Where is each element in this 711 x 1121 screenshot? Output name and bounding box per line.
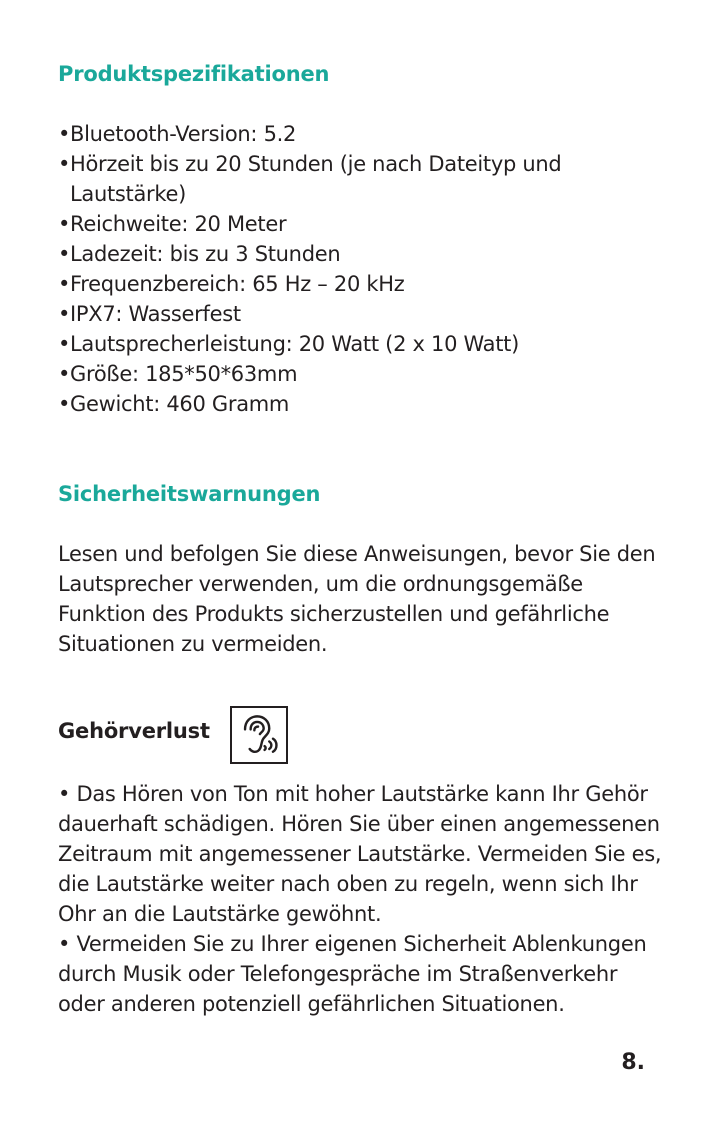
ear-sound-icon <box>230 706 288 764</box>
hearing-warning-text <box>58 779 668 1019</box>
spec-item-weight: • Gewicht: 460 Gramm <box>58 389 658 419</box>
spec-item-waterproof: • IPX7: Wasserfest <box>58 299 658 329</box>
page-number: 8. <box>621 1050 645 1075</box>
spec-list <box>58 119 658 419</box>
spec-item-power: • Lautsprecherleistung: 20 Watt (2 x 10 Watt) <box>58 329 658 359</box>
safety-intro: Lesen und befolgen Sie diese Anweisungen, bevor Sie den Lautsprecher verwenden, um die ordnungsgemäße Funktion des Produkts sicherzustellen und gefährliche Situationen zu vermeiden. <box>58 542 656 656</box>
spec-item-bluetooth: • Bluetooth-Version: 5.2 <box>58 119 658 149</box>
safety-heading: Sicherheitswarnungen <box>58 482 321 506</box>
spec-item-size: • Größe: 185*50*63mm <box>58 359 658 389</box>
hearing-warning-paragraph: • Das Hören von Ton mit hoher Lautstärke kann Ihr Gehör dauerhaft schädigen. Hören Sie über einen angemessenen Zeitraum mit angemessener Lautstärke. Vermeiden Sie es, die Lautstärke weiter nach oben zu regeln, wenn sich Ihr Ohr an die Lautstärke gewöhnt. <box>58 782 662 926</box>
hearing-warning-paragraph: • Vermeiden Sie zu Ihrer eigenen Sicherheit Ablenkungen durch Musik oder Telefongespräche im Straßenverkehr oder anderen potenziell gefährlichen Situationen. <box>58 932 647 1016</box>
spec-item-frequency: • Frequenzbereich: 65 Hz – 20 kHz <box>58 269 658 299</box>
hearing-heading: Gehörverlust <box>58 719 210 743</box>
spec-item-range: • Reichweite: 20 Meter <box>58 209 658 239</box>
specs-heading: Produktspezifikationen <box>58 62 330 86</box>
spec-item-playtime: • Hörzeit bis zu 20 Stunden (je nach Dateityp und Lautstärke) <box>58 149 658 209</box>
spec-item-charging-time: • Ladezeit: bis zu 3 Stunden <box>58 239 658 269</box>
